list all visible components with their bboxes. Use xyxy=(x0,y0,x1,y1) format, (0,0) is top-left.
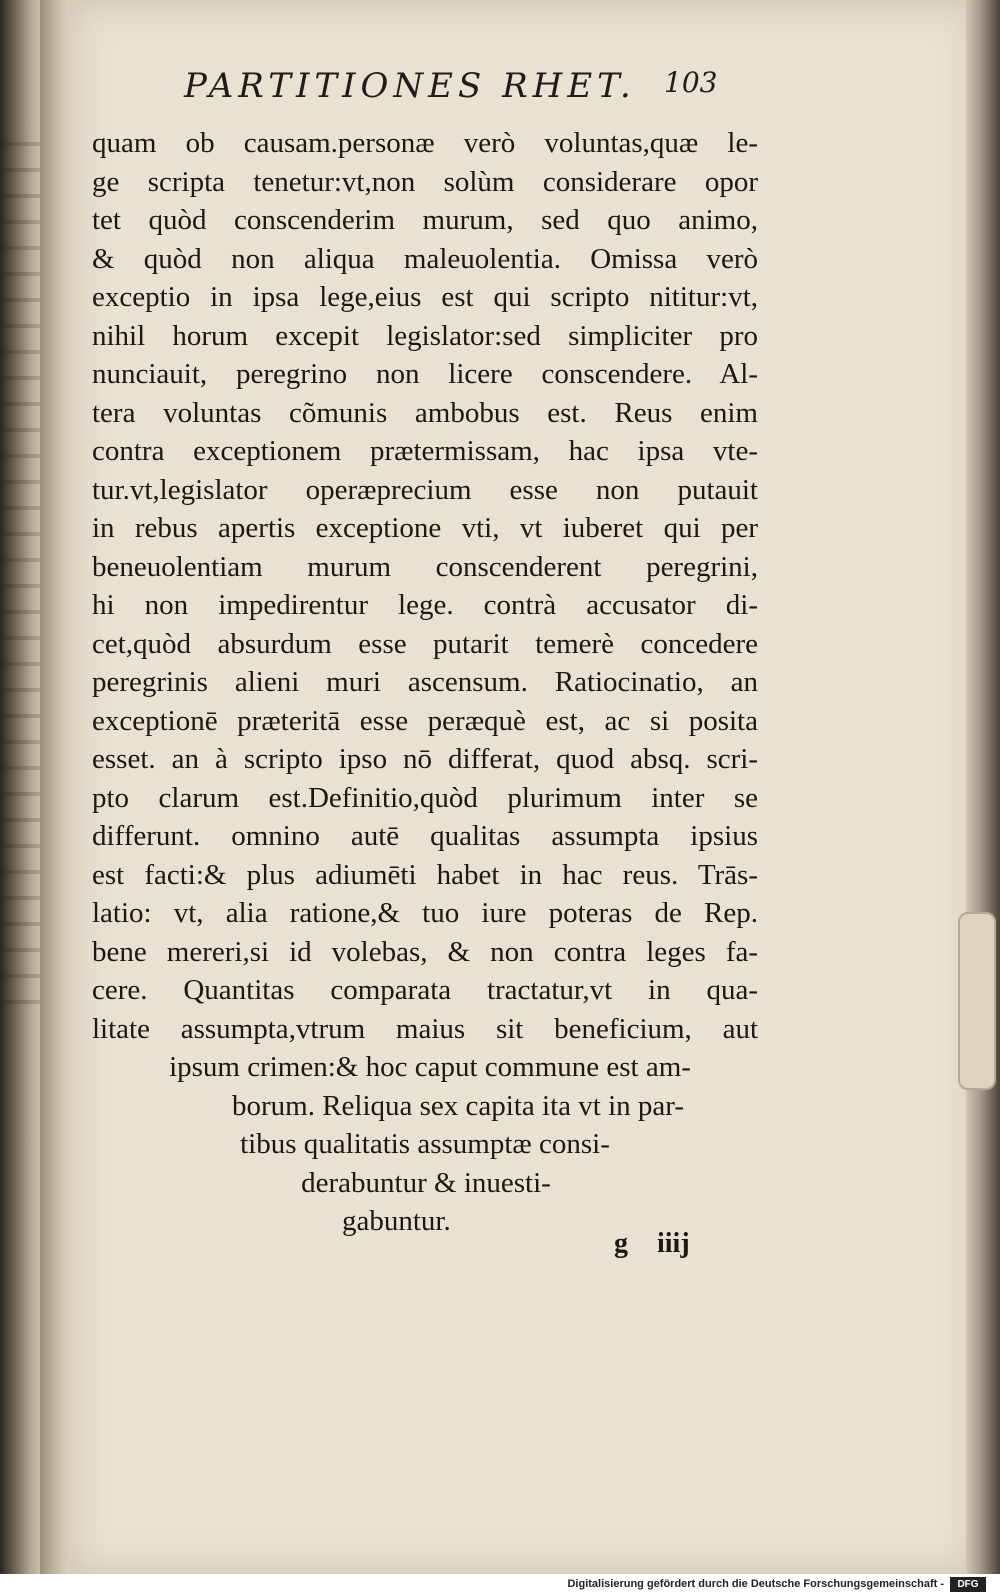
page-tab-marker xyxy=(958,912,996,1090)
text-line: contra exceptionem prætermissam, hac ipsa vte- xyxy=(92,435,758,467)
text-line: peregrinis alieni muri ascensum. Ratiocinatio, an xyxy=(92,666,758,698)
signature-mark: g iiij xyxy=(614,1228,690,1259)
text-line: borum. Reliqua sex capita ita vt in par- xyxy=(231,1089,684,1122)
text-line: exceptio in ipsa lege,eius est qui scripto nititur:vt, xyxy=(92,281,758,313)
text-line: ipsum crimen:& hoc caput commune est am- xyxy=(169,1051,691,1083)
text-line: nunciauit, peregrino non licere conscendere. Al- xyxy=(92,358,758,390)
text-line: ge scripta tenetur:vt,non solùm considerare opor xyxy=(92,165,758,198)
running-head: PARTITIONES RHET. xyxy=(184,66,636,106)
text-line: cet,quòd absurdum esse putarit temerè concedere xyxy=(92,627,758,660)
previous-page-bleed xyxy=(2,120,42,1020)
text-line: differunt. omnino autē qualitas assumpta ipsius xyxy=(92,820,758,852)
dfg-logo: DFG xyxy=(950,1577,986,1592)
text-line: derabuntur & inuesti- xyxy=(301,1166,551,1199)
page-number: 103 xyxy=(664,66,718,99)
text-line: est facti:& plus adiumēti habet in hac reus. Trās- xyxy=(92,858,758,891)
text-line: bene mereri,si id volebas, & non contra leges fa- xyxy=(92,935,758,968)
text-line: tur.vt,legislator operæprecium esse non putauit xyxy=(92,473,758,506)
funding-credit: Digitalisierung gefördert durch die Deutsche Forschungsgemeinschaft - xyxy=(567,1578,944,1590)
digitization-footer xyxy=(0,1574,1000,1596)
text-line: quam ob causam.personæ verò voluntas,quæ le- xyxy=(92,127,758,159)
text-line: tera voluntas cõmunis ambobus est. Reus enim xyxy=(92,396,758,429)
text-line: in rebus apertis exceptione vti, vt iuberet qui per xyxy=(92,512,758,544)
page-fore-edge xyxy=(966,0,1000,1574)
text-line: gabuntur. xyxy=(342,1205,451,1237)
text-line: exceptionē præteritā esse peræquè est, ac si posita xyxy=(92,704,758,737)
text-line: litate assumpta,vtrum maius sit beneficium, aut xyxy=(92,1012,758,1045)
text-line: latio: vt, alia ratione,& tuo iure poteras de Rep. xyxy=(92,897,758,929)
text-line: hi non impedirentur lege. contrà accusator di- xyxy=(92,589,758,621)
text-line: & quòd non aliqua maleuolentia. Omissa verò xyxy=(92,242,758,275)
body-text xyxy=(92,124,758,1241)
text-line: nihil horum excepit legislator:sed simpliciter pro xyxy=(92,319,758,352)
text-line: tet quòd conscenderim murum, sed quo animo, xyxy=(92,204,758,236)
text-line: beneuolentiam murum conscenderent peregrini, xyxy=(92,550,758,583)
text-line: pto clarum est.Definitio,quòd plurimum inter se xyxy=(92,781,758,814)
text-line: cere. Quantitas comparata tractatur,vt in qua- xyxy=(92,974,758,1006)
text-line: tibus qualitatis assumptæ consi- xyxy=(240,1128,610,1160)
text-line: esset. an à scripto ipso nō differat, quod absq. scri- xyxy=(92,743,758,775)
